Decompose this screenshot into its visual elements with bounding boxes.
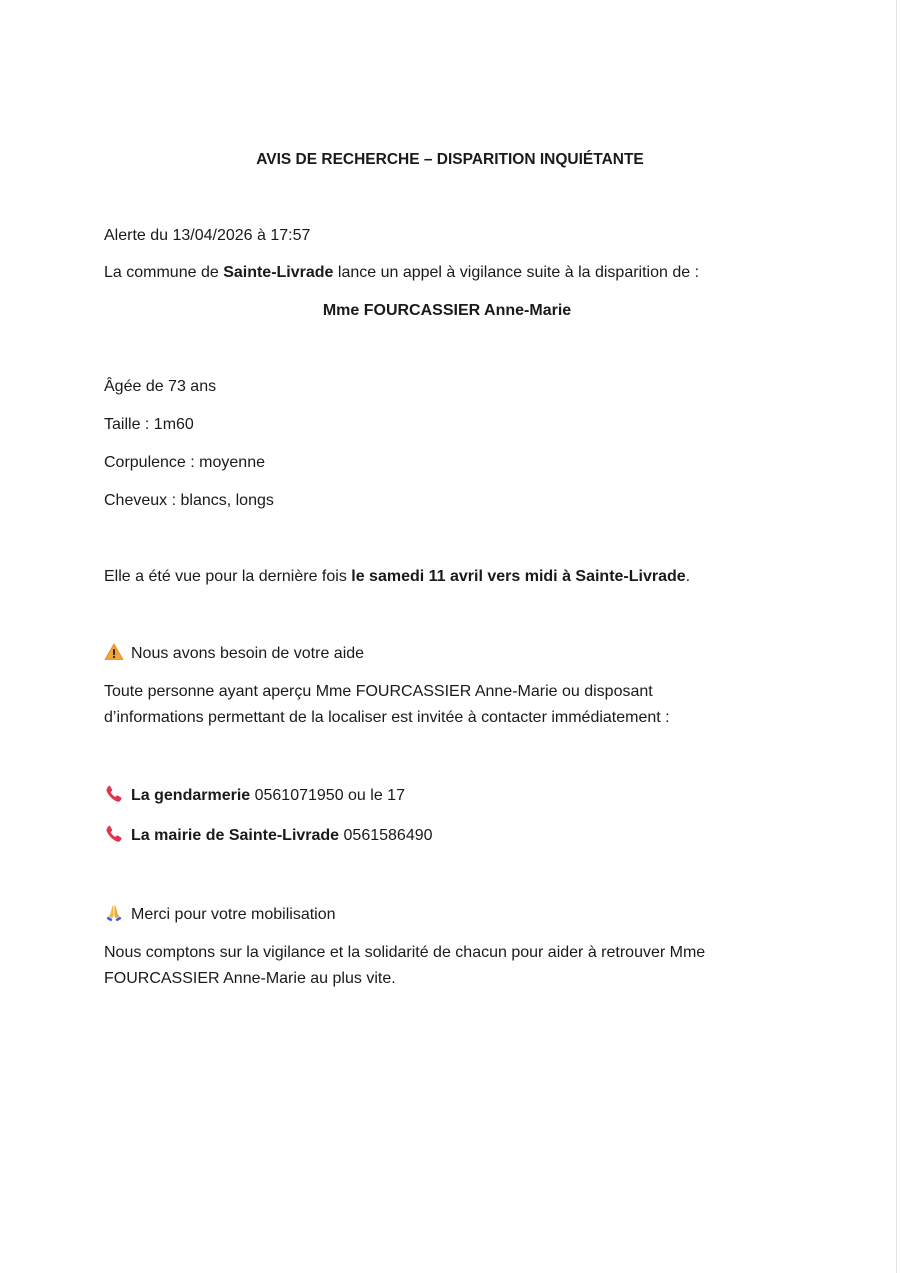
thanks-heading-text: Merci pour votre mobilisation (131, 906, 336, 923)
help-paragraph (104, 679, 784, 731)
contact-mairie (104, 823, 433, 849)
last-seen-line (104, 564, 690, 590)
page-edge (896, 0, 897, 1273)
hair-line: Cheveux : blancs, longs (104, 492, 274, 509)
build-line: Corpulence : moyenne (104, 454, 265, 471)
contact-mairie-detail: 0561586490 (339, 827, 433, 844)
phone-icon (104, 784, 124, 804)
help-heading-text: Nous avons besoin de votre aide (131, 645, 365, 662)
warning-icon (104, 642, 124, 662)
last-seen-before: Elle a été vue pour la dernière fois (104, 568, 352, 585)
phone-icon (104, 824, 124, 844)
intro-line (104, 260, 699, 286)
thanks-line-1: Nous comptons sur la vigilance et la solidarité de chacun pour aider à retrouver Mme (104, 944, 706, 961)
page-title: AVIS DE RECHERCHE – DISPARITION INQUIÉTANTE (256, 151, 644, 168)
last-seen-when-where: le samedi 11 avril vers midi à Sainte-Livrade (351, 568, 686, 585)
age-line: Âgée de 73 ans (104, 378, 217, 395)
praying-hands-icon (104, 903, 124, 923)
height-line: Taille : 1m60 (104, 416, 194, 433)
intro-before: La commune de (104, 264, 224, 281)
contact-gendarmerie (104, 783, 405, 809)
thanks-line-2: FOURCASSIER Anne-Marie au plus vite. (104, 970, 396, 987)
help-line-2: d’informations permettant de la localiser est invitée à contacter immédiatement : (104, 709, 670, 726)
contact-mairie-label: La mairie de Sainte-Livrade (131, 827, 340, 844)
help-line-1: Toute personne ayant aperçu Mme FOURCASSIER Anne-Marie ou disposant (104, 683, 653, 700)
thanks-heading (104, 902, 336, 928)
missing-person-name: Mme FOURCASSIER Anne-Marie (322, 302, 572, 319)
alert-line: Alerte du 13/04/2026 à 17:57 (104, 227, 311, 244)
help-heading (104, 641, 364, 667)
last-seen-after: . (685, 568, 691, 585)
contact-gendarmerie-detail: 0561071950 ou le 17 (250, 787, 405, 804)
commune-name: Sainte-Livrade (223, 264, 334, 281)
thanks-paragraph (104, 940, 784, 992)
contact-gendarmerie-label: La gendarmerie (131, 787, 251, 804)
intro-after: lance un appel à vigilance suite à la disparition de : (333, 264, 700, 281)
